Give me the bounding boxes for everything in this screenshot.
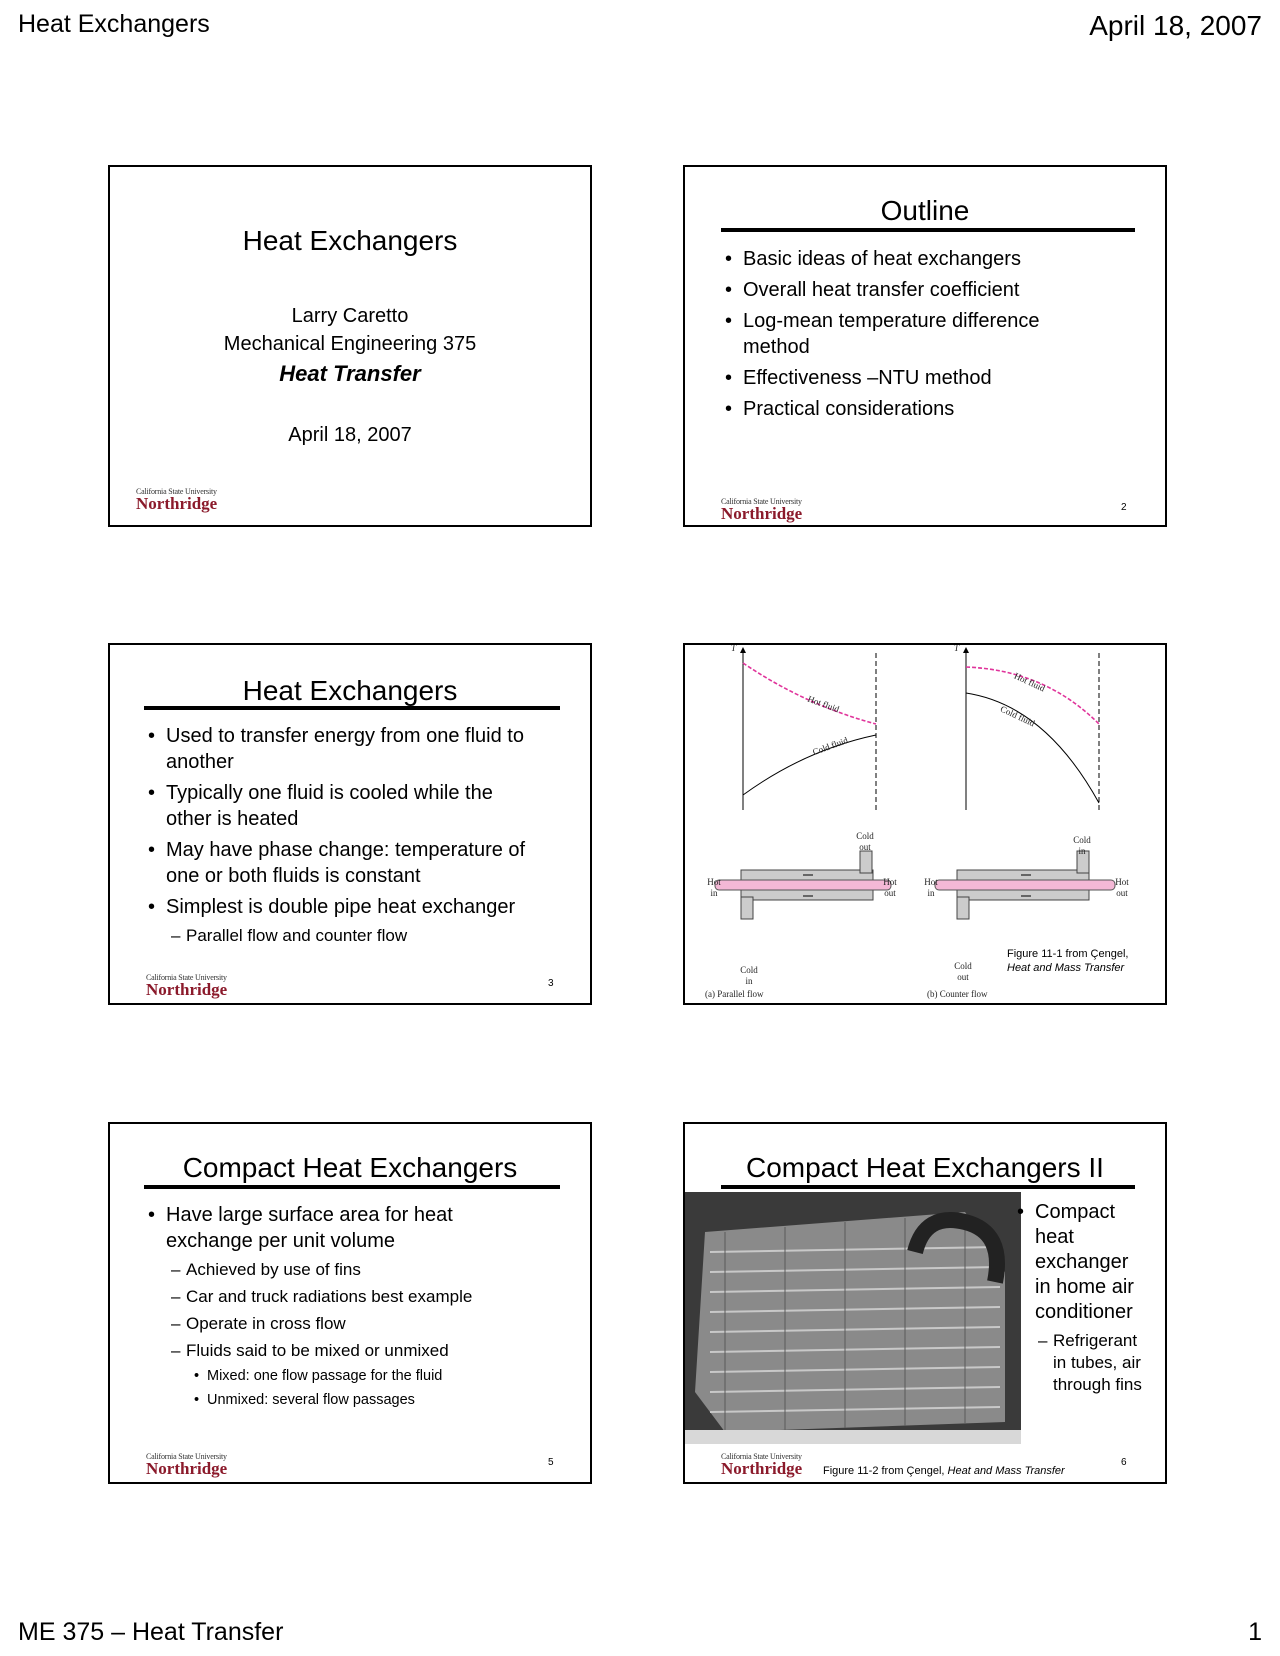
figure-caption: Figure 11-2 from Çengel, Heat and Mass Transfer (823, 1465, 1065, 1477)
parallel-flow-label: (a) Parallel flow (705, 989, 764, 999)
page-header-title: Heat Exchangers (18, 10, 210, 38)
list-item: • Log-mean temperature difference method (721, 308, 1073, 360)
title-underline (144, 1185, 560, 1189)
slide-title: Compact Heat Exchangers (182, 1152, 518, 1183)
hot-in-label: Hot in (924, 877, 938, 898)
university-logo: California State University Northridge (721, 1452, 803, 1478)
t-axis-label: T (954, 643, 960, 653)
university-logo: California State University Northridge (136, 487, 218, 513)
counter-flow-pipe (935, 851, 1115, 919)
slide-6-compact-heat-exchangers-ii (683, 1122, 1167, 1484)
course-subtitle: Heat Transfer (279, 361, 421, 386)
sub-list-item: – Refrigerant in tubes, air through fins (1035, 1330, 1149, 1396)
slide-title: Compact Heat Exchangers II (746, 1152, 1104, 1183)
sub-sub-list-item: • Mixed: one flow passage for the fluid (194, 1367, 564, 1386)
outline-list (721, 246, 1141, 427)
author: Larry Caretto (291, 305, 409, 327)
hot-in-label: Hot in (707, 877, 721, 898)
sub-sub-list-item: • Unmixed: several flow passages (194, 1391, 564, 1410)
cold-out-label: Cold out (954, 961, 972, 982)
slide-3-heat-exchangers (108, 643, 592, 1005)
cold-in-label: Cold in (1073, 835, 1091, 856)
list-item: • Simplest is double pipe heat exchanger (144, 894, 554, 920)
sub-list-item: – Parallel flow and counter flow (168, 925, 554, 947)
cold-in-label: Cold in (740, 965, 758, 986)
slide-1-title (108, 165, 592, 527)
page-number: 1 (1248, 1618, 1262, 1646)
list-item: • Used to transfer energy from one fluid to another (144, 723, 536, 775)
slide-title: Heat Exchangers (242, 675, 458, 706)
list-item: • Effectiveness –NTU method (721, 365, 1141, 391)
cold-fluid-label: Cold fluid (998, 703, 1037, 729)
sub-list-item: – Fluids said to be mixed or unmixed (168, 1340, 564, 1362)
hot-fluid-label: Hot fluid (1012, 670, 1047, 694)
slide-title: Heat Exchangers (242, 225, 458, 256)
list-item: • Have large surface area for heat exchange per unit volume (144, 1202, 496, 1254)
slide-date: April 18, 2007 (288, 424, 412, 446)
slide-number: 3 (548, 978, 554, 989)
bullet-list (144, 723, 554, 952)
air-conditioner-photo (685, 1192, 1021, 1444)
title-underline (721, 1185, 1135, 1189)
slide-number: 2 (1121, 502, 1127, 513)
parallel-flow-pipe (715, 851, 891, 919)
cold-fluid-label: Cold fluid (811, 735, 850, 758)
slide-4-flow-figure (683, 643, 1167, 1005)
sub-list-item: – Operate in cross flow (168, 1313, 564, 1335)
bullet-list (144, 1202, 564, 1415)
list-item: • Overall heat transfer coefficient (721, 277, 1141, 303)
slide-2-outline (683, 165, 1167, 527)
list-item: • Basic ideas of heat exchangers (721, 246, 1141, 272)
sub-list-item: – Car and truck radiations best example (168, 1286, 564, 1308)
slide-number: 5 (548, 1457, 554, 1468)
hot-out-label: Hot out (883, 877, 897, 898)
figure-caption: Figure 11-1 from Çengel, Heat and Mass Transfer (1007, 948, 1129, 974)
hot-out-label: Hot out (1115, 877, 1129, 898)
university-logo: California State University Northridge (721, 497, 803, 523)
list-item: • Practical considerations (721, 396, 1141, 422)
page-header-date: April 18, 2007 (1089, 10, 1262, 41)
t-axis-label: T (731, 643, 737, 653)
hot-fluid-label: Hot fluid (806, 693, 841, 715)
cold-out-label: Cold out (856, 831, 874, 852)
slide-number: 6 (1121, 1457, 1127, 1468)
university-logo: California State University Northridge (146, 973, 228, 999)
title-underline (144, 706, 560, 710)
title-underline (721, 228, 1135, 232)
slide-5-compact-heat-exchangers (108, 1122, 592, 1484)
bullet-list (1013, 1200, 1163, 1401)
page-footer-course: ME 375 – Heat Transfer (18, 1618, 284, 1646)
parallel-flow-plot (740, 647, 876, 810)
list-item: • Typically one fluid is cooled while the other is heated (144, 780, 536, 832)
list-item: • Compact heat exchanger in home air conditioner (1013, 1200, 1141, 1325)
counter-flow-label: (b) Counter flow (927, 989, 988, 999)
university-logo: California State University Northridge (146, 1452, 228, 1478)
course-name: Mechanical Engineering 375 (223, 333, 477, 355)
list-item: • May have phase change: temperature of one or both fluids is constant (144, 837, 536, 889)
sub-list-item: – Achieved by use of fins (168, 1259, 564, 1281)
slide-title: Outline (880, 195, 970, 226)
